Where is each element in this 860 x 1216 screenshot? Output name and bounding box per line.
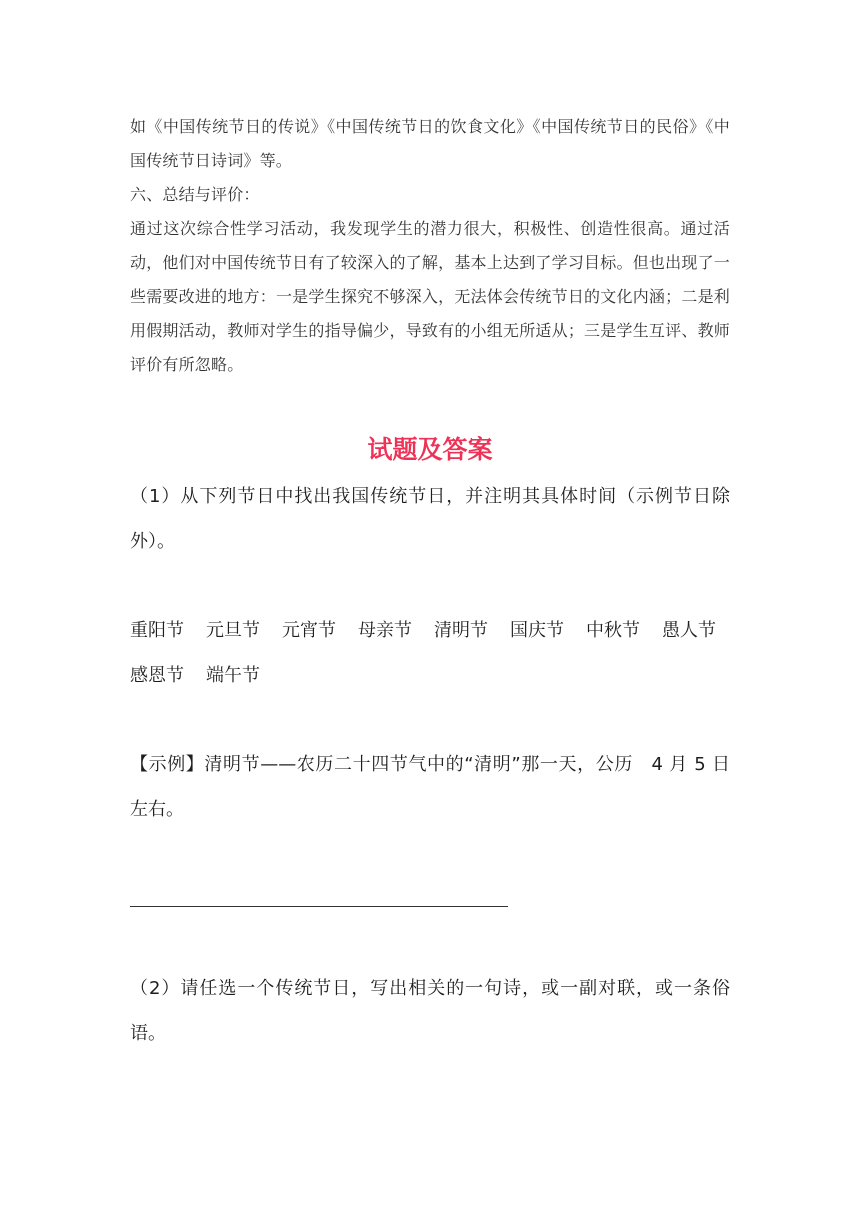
festival-item: 国庆节: [510, 620, 564, 641]
example-label: 【示例】: [130, 754, 205, 775]
festival-item: 感恩节: [130, 665, 184, 686]
festival-item: 端午节: [206, 665, 260, 686]
example-paragraph: [130, 742, 749, 832]
example-text: 清明节——农历二十四节气中的“清明”那一天，公历 4 月 5 日 左右。: [130, 754, 749, 820]
question-1: （1）从下列节日中找出我国传统节日，并注明其具体时间（示例节日除外）。: [130, 486, 730, 552]
festival-item: 元旦节: [206, 620, 260, 641]
summary-paragraph: 通过这次综合性学习活动，我发现学生的潜力很大，积极性、创造性很高。通过活动，他们对中国传统节日有了较深入的了解，基本上达到了学习目标。但也出现了一些需要改进的地方：一是学生探究不够深入，无法体会传统节日的文化内涵；二是利用假期活动，教师对学生的指导偏少，导致有的小组无所适从；三是学生互评、教师评价有所忽略。: [130, 219, 730, 374]
question-2: （2）请任选一个传统节日，写出相关的一句诗，或一副对联，或一条俗语。: [130, 978, 730, 1044]
festival-list: [130, 608, 730, 698]
page-title: 试题及答案: [367, 435, 493, 464]
festival-item: 元宵节: [282, 620, 336, 641]
answer-blank-line: [130, 906, 508, 907]
festival-item: 中秋节: [586, 620, 640, 641]
festival-item: 母亲节: [358, 620, 412, 641]
festival-item: 愚人节: [662, 620, 716, 641]
festival-item: 重阳节: [130, 620, 184, 641]
intro-paragraph: 如《中国传统节日的传说》《中国传统节日的饮食文化》《中国传统节日的民俗》《中国传统节日诗词》等。: [130, 117, 730, 170]
section-heading: 六、总结与评价：: [130, 185, 260, 204]
festival-item: 清明节: [434, 620, 488, 641]
